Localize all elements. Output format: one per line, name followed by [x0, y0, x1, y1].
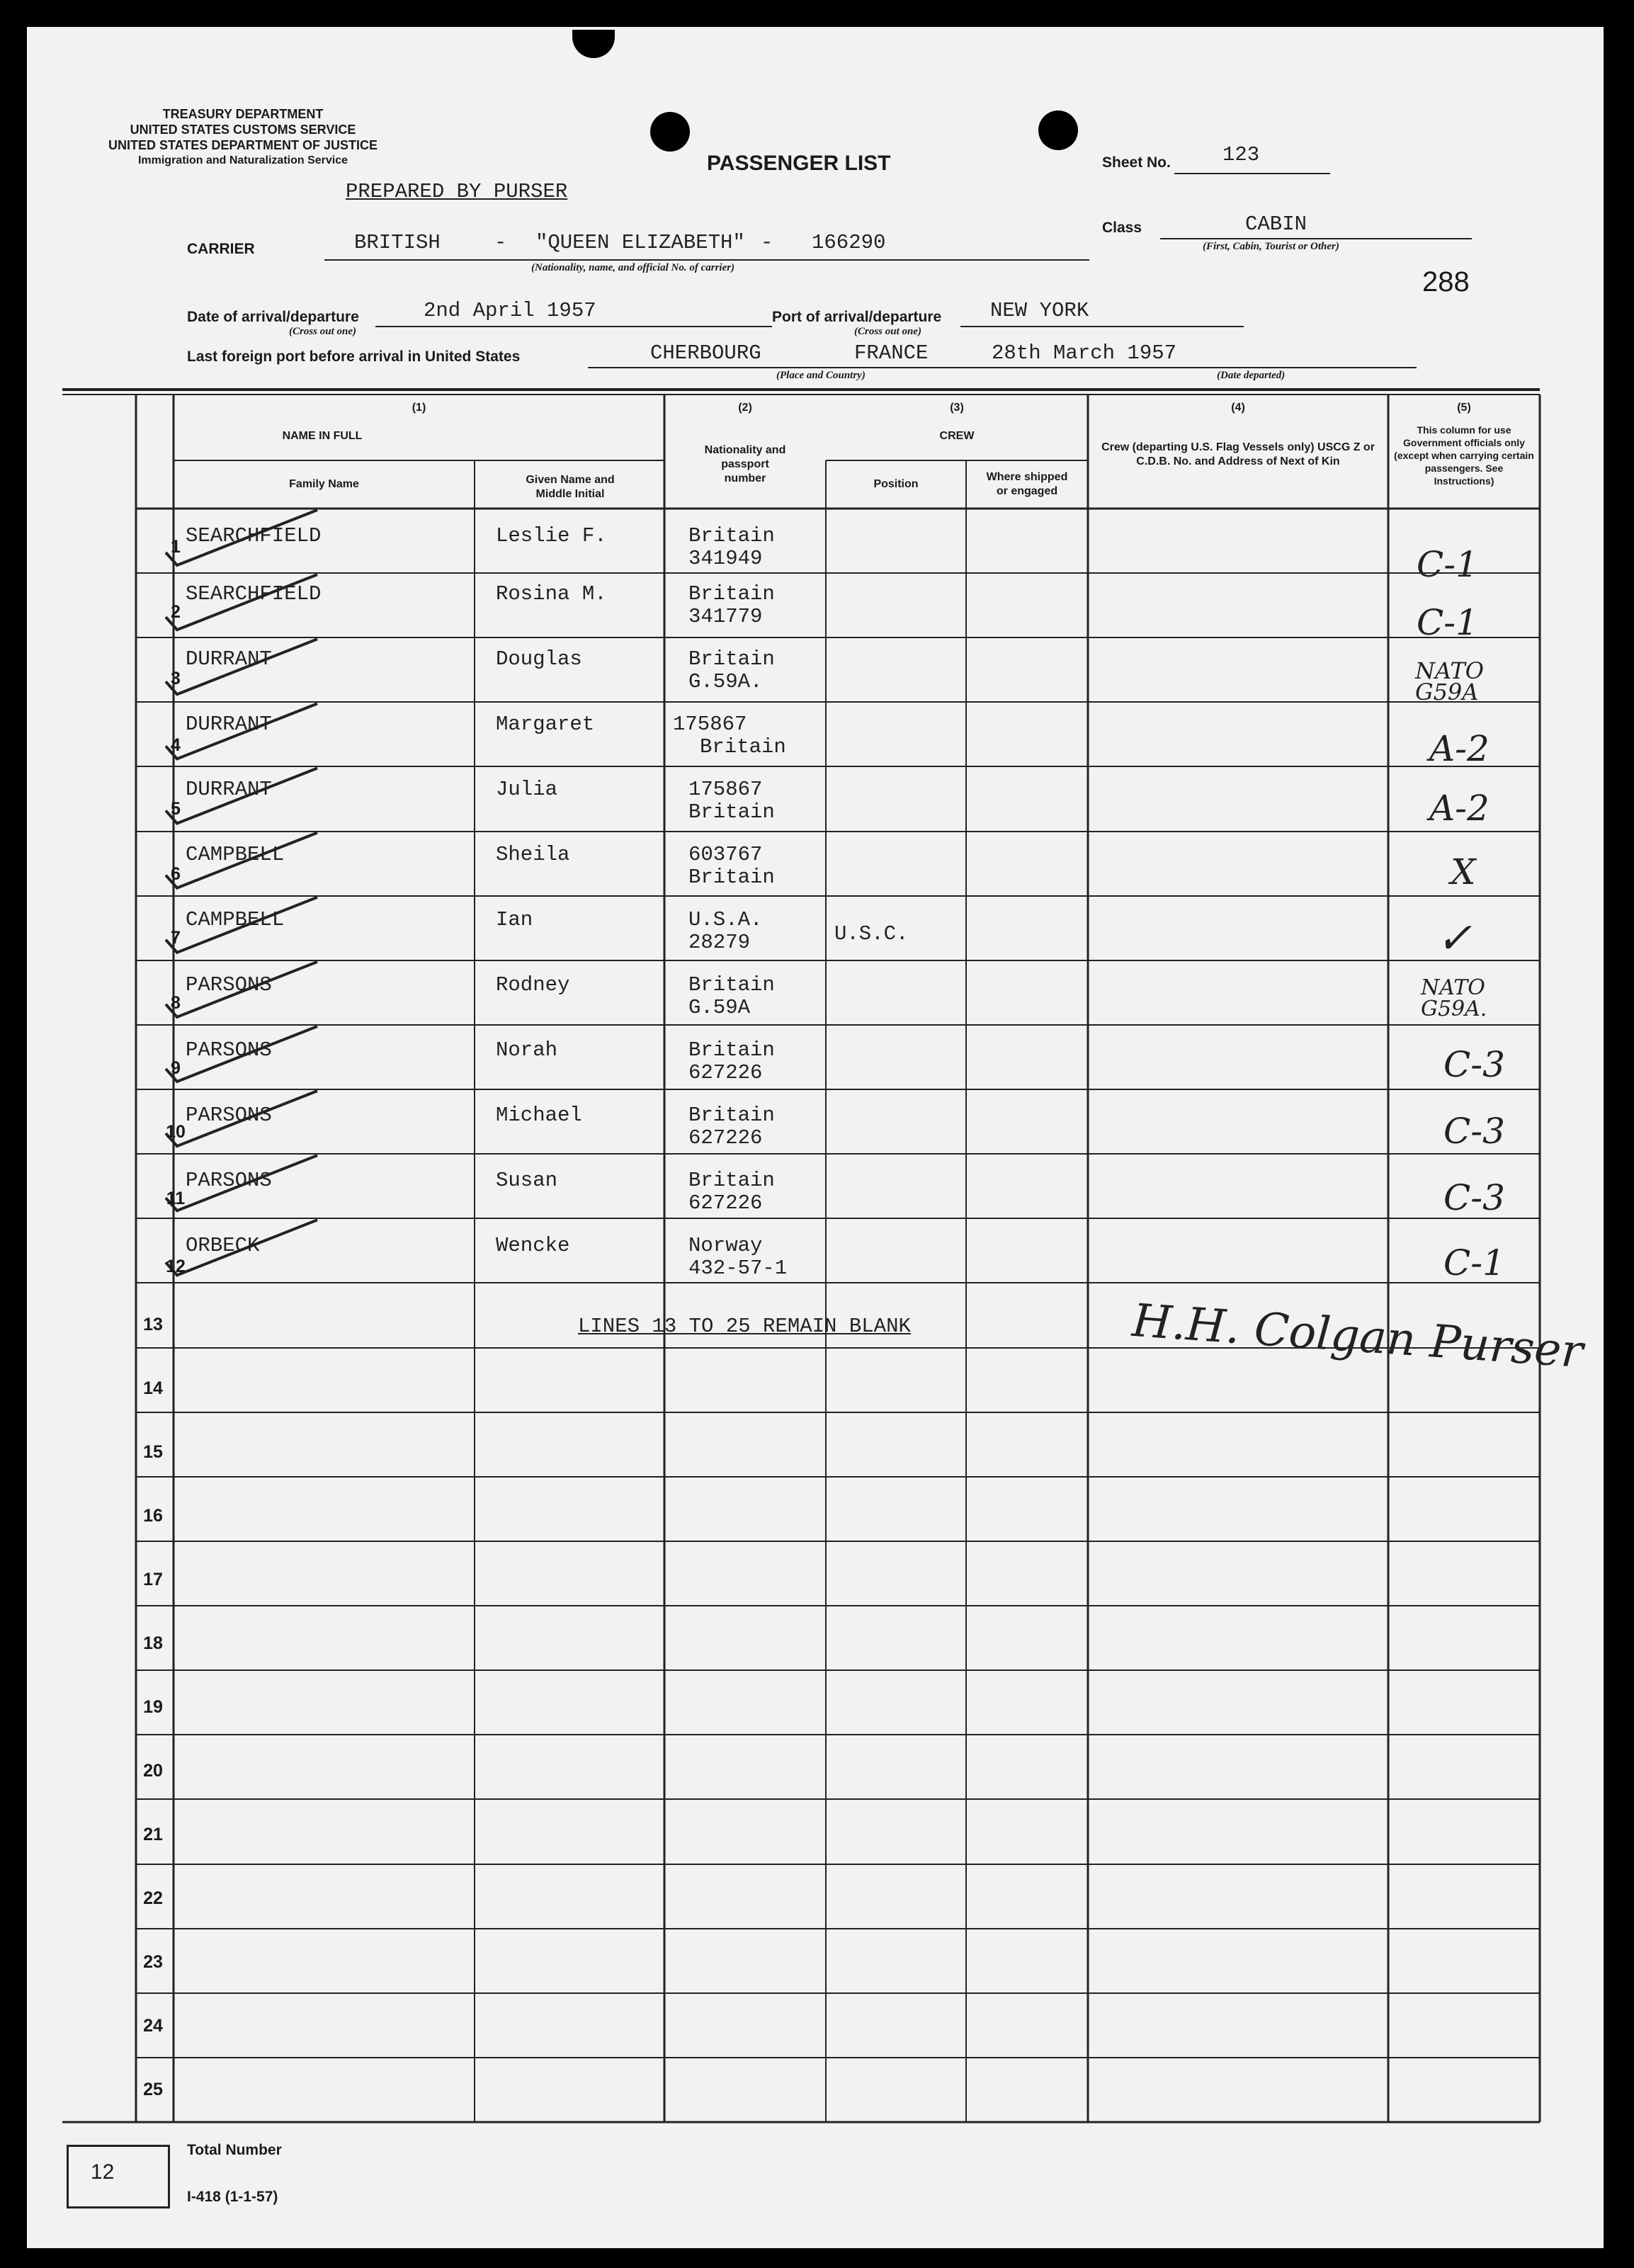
col3-title: CREW [939, 430, 975, 442]
carrier-hint: (Nationality, name, and official No. of carrier) [531, 262, 735, 273]
row-number-20: 20 [143, 1761, 163, 1781]
official-mark: X [1451, 851, 1476, 892]
class-label: Class [1102, 220, 1142, 236]
official-mark: NATO G59A. [1421, 975, 1487, 1021]
official-mark: A-2 [1429, 788, 1490, 829]
carrier-label: CARRIER [187, 241, 255, 257]
passport-number: 627226 [688, 1061, 763, 1084]
nationality: Britain [688, 582, 775, 606]
given-name: Margaret [496, 713, 595, 736]
col1-given: Given Name and Middle Initial [526, 474, 615, 500]
row-number: 8 [171, 993, 181, 1013]
row-number-19: 19 [143, 1697, 163, 1717]
row-number-24: 24 [143, 2016, 163, 2036]
agency-line-3: UNITED STATES DEPARTMENT OF JUSTICE [108, 138, 378, 152]
form-number: I-418 (1-1-57) [187, 2189, 278, 2205]
col2-num: (2) [738, 402, 752, 414]
given-name: Leslie F. [496, 524, 607, 548]
carrier-name: "QUEEN ELIZABETH" [535, 231, 745, 254]
passport-number: 175867 [688, 778, 763, 801]
purser-signature: H.H. Colgan Purser [1130, 1294, 1585, 1379]
given-name: Ian [496, 908, 533, 931]
given-name: Wencke [496, 1234, 570, 1257]
last-port-place-hint: (Place and Country) [776, 370, 866, 381]
passport-number: 627226 [688, 1191, 763, 1215]
table-grid [27, 27, 1604, 2248]
carrier-nationality: BRITISH [354, 231, 441, 254]
passport-number: G.59A [688, 996, 751, 1019]
col4-num: (4) [1231, 402, 1245, 414]
family-name: PARSONS [186, 1169, 272, 1192]
carrier-official-no: 166290 [812, 231, 886, 254]
family-name: SEARCHFIELD [186, 524, 322, 548]
given-name: Douglas [496, 647, 582, 671]
row-number: 2 [171, 602, 181, 622]
total-number-box [67, 2145, 170, 2209]
row-number: 6 [171, 864, 181, 884]
official-mark: C-1 [1417, 602, 1478, 643]
passport-number: 341949 [688, 547, 763, 570]
col5-num: (5) [1457, 402, 1471, 414]
col1-family: Family Name [289, 478, 359, 490]
family-name: CAMPBELL [186, 908, 285, 931]
sheet-number: 123 [1222, 143, 1260, 166]
row-number-21: 21 [143, 1825, 163, 1844]
agency-line-4: Immigration and Naturalization Service [137, 154, 348, 166]
official-mark: C-3 [1443, 1044, 1505, 1085]
row-number: 9 [171, 1058, 181, 1078]
family-name: DURRANT [186, 647, 272, 671]
prepared-by: PREPARED BY PURSER [346, 180, 568, 203]
nationality: U.S.A. [688, 908, 763, 931]
sheet-label: Sheet No. [1102, 154, 1171, 171]
passport-number: 28279 [688, 931, 751, 954]
official-mark: C-3 [1443, 1177, 1505, 1218]
nationality: Britain [688, 1038, 775, 1062]
last-port-place: CHERBOURG [650, 341, 761, 365]
row-number: 3 [171, 669, 181, 688]
passport-number: G.59A. [688, 670, 763, 693]
row-number: 10 [166, 1122, 186, 1142]
family-name: ORBECK [186, 1234, 260, 1257]
passport-number: 341779 [688, 605, 763, 628]
given-name: Susan [496, 1169, 558, 1192]
row-number: 12 [166, 1257, 186, 1276]
nationality: Britain [688, 1169, 775, 1192]
col2-title: Nationality and passport number [704, 444, 786, 484]
nationality: Britain [688, 800, 775, 824]
last-port-label: Last foreign port before arrival in United States [187, 348, 521, 365]
port-hint: (Cross out one) [854, 326, 922, 337]
family-name: DURRANT [186, 713, 272, 736]
official-mark: NATO G59A [1415, 657, 1484, 705]
official-mark: A-2 [1429, 728, 1490, 769]
last-port-date: 28th March 1957 [992, 341, 1177, 365]
crew-position: U.S.C. [834, 922, 909, 946]
row-number: 1 [171, 537, 181, 557]
col5-title: This column for use Government officials only (except when carrying certain passengers. See Instructions) [1394, 424, 1534, 487]
total-number-label: Total Number [187, 2142, 282, 2158]
given-name: Michael [496, 1104, 582, 1127]
nationality: Britain [688, 1104, 775, 1127]
last-port-country: FRANCE [854, 341, 929, 365]
col1-num: (1) [412, 402, 426, 414]
family-name: PARSONS [186, 1038, 272, 1062]
nationality: Britain [688, 647, 775, 671]
nationality: Britain [688, 524, 775, 548]
col1-title: NAME IN FULL [282, 430, 363, 442]
official-mark: ✓ [1436, 914, 1473, 963]
row-number-22: 22 [143, 1888, 163, 1908]
last-port-date-hint: (Date departed) [1217, 370, 1286, 381]
agency-line-2: UNITED STATES CUSTOMS SERVICE [130, 123, 356, 137]
stamp-number: 288 [1422, 266, 1470, 297]
col3-where: Where shipped or engaged [986, 471, 1068, 497]
nationality: Britain [700, 735, 786, 759]
passenger-list-sheet [27, 27, 1604, 2248]
row-number-25: 25 [143, 2080, 163, 2099]
family-name: DURRANT [186, 778, 272, 801]
col4-title: Crew (departing U.S. Flag Vessels only) USCG Z or C.D.B. No. and Address of Next of Kin [1101, 441, 1375, 467]
passport-number: 603767 [688, 843, 763, 866]
family-name: CAMPBELL [186, 843, 285, 866]
class-hint: (First, Cabin, Tourist or Other) [1203, 241, 1339, 252]
date-hint: (Cross out one) [289, 326, 357, 337]
row-number-14: 14 [143, 1378, 163, 1398]
agency-line-1: TREASURY DEPARTMENT [162, 107, 324, 121]
nationality: Norway [688, 1234, 763, 1257]
port-label: Port of arrival/departure [772, 309, 942, 325]
class-value: CABIN [1245, 212, 1307, 236]
nationality: Britain [688, 866, 775, 889]
row-number-18: 18 [143, 1633, 163, 1653]
row-number-17: 17 [143, 1570, 163, 1589]
official-mark: C-3 [1443, 1111, 1505, 1152]
row-number: 11 [166, 1189, 186, 1208]
given-name: Sheila [496, 843, 570, 866]
carrier-sep-1: - [494, 231, 507, 254]
row-number-23: 23 [143, 1952, 163, 1972]
official-mark: C-1 [1443, 1242, 1505, 1283]
date-value: 2nd April 1957 [424, 299, 596, 322]
given-name: Rosina M. [496, 582, 607, 606]
row-number: 5 [171, 799, 181, 819]
family-name: PARSONS [186, 973, 272, 997]
col3-position: Position [873, 478, 919, 490]
row-number: 7 [171, 928, 181, 948]
col3-num: (3) [950, 402, 964, 414]
passport-number: 432-57-1 [688, 1257, 788, 1280]
date-label: Date of arrival/departure [187, 309, 359, 325]
total-number-value: 12 [91, 2160, 115, 2184]
passport-number: 627226 [688, 1126, 763, 1150]
row-number-16: 16 [143, 1506, 163, 1526]
row-number: 4 [171, 735, 181, 755]
given-name: Norah [496, 1038, 558, 1062]
official-mark: C-1 [1417, 544, 1478, 585]
family-name: PARSONS [186, 1104, 272, 1127]
row-number-15: 15 [143, 1442, 163, 1462]
family-name: SEARCHFIELD [186, 582, 322, 606]
form-title: PASSENGER LIST [707, 152, 891, 175]
row-number-13: 13 [143, 1315, 163, 1334]
passport-number: 175867 [673, 713, 747, 736]
port-value: NEW YORK [990, 299, 1089, 322]
given-name: Rodney [496, 973, 570, 997]
blank-lines-note: LINES 13 TO 25 REMAIN BLANK [578, 1315, 911, 1338]
nationality: Britain [688, 973, 775, 997]
given-name: Julia [496, 778, 558, 801]
carrier-sep-2: - [761, 231, 773, 254]
